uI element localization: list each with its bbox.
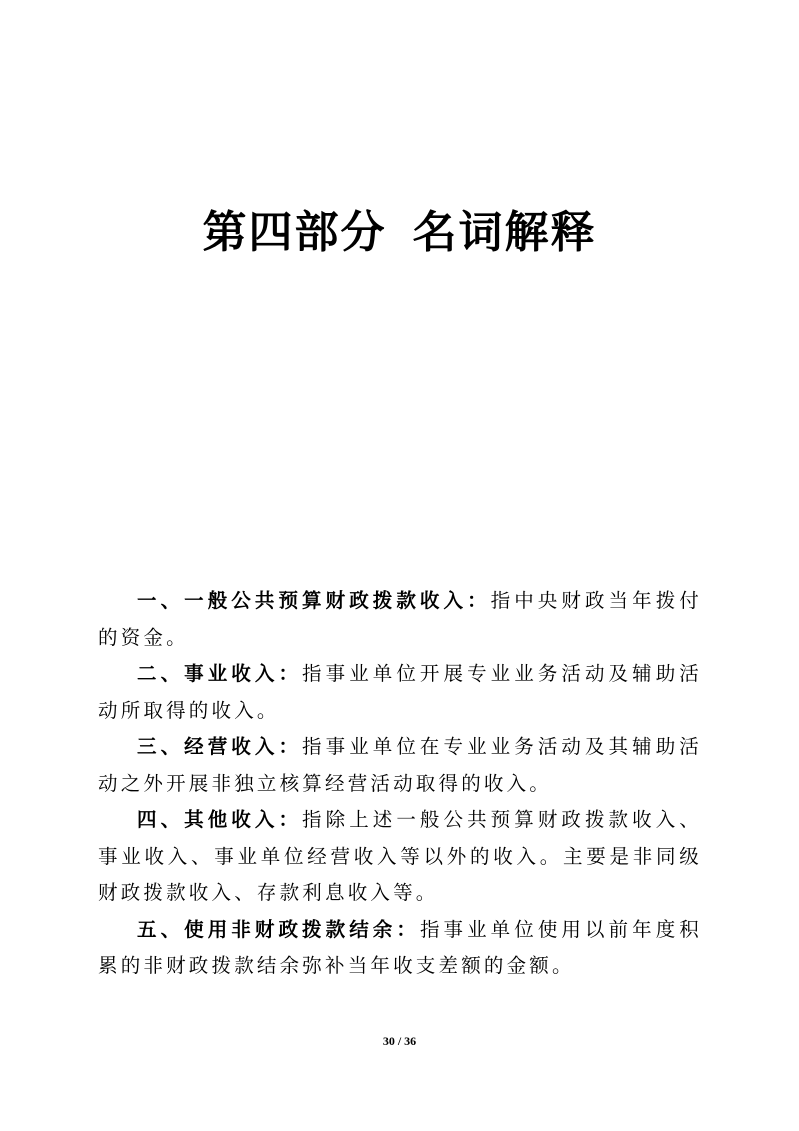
definition-text: 指事业单位在专业业务活动及其辅助活动之外开展非独立核算经营活动取得的收入。 (98, 735, 702, 795)
title-name: 名词解释 (412, 207, 597, 258)
definition-term: 二、事业收入： (137, 662, 303, 685)
definitions-list (98, 583, 702, 985)
definition-text: 指中央财政当年拨付的资金。 (98, 589, 702, 649)
definition-term: 一、一般公共预算财政拨款收入： (137, 589, 491, 612)
definition-item (98, 583, 702, 656)
definition-text: 指事业单位使用以前年度积累的非财政拨款结余弥补当年收支差额的金额。 (98, 917, 702, 977)
definition-text: 指事业单位开展专业业务活动及辅助活动所取得的收入。 (98, 662, 702, 722)
page-number: 30 / 36 (382, 1034, 417, 1048)
title-part: 第四部分 (202, 207, 387, 258)
definition-item (98, 802, 702, 912)
definition-term: 五、使用非财政拨款结余： (137, 917, 420, 941)
page-title (0, 196, 799, 260)
definition-term: 四、其他收入： (137, 808, 303, 831)
definition-item (98, 656, 702, 729)
definition-item (98, 912, 702, 985)
definition-term: 三、经营收入： (137, 735, 303, 758)
definition-text: 指除上述一般公共预算财政拨款收入、事业收入、事业单位经营收入等以外的收入。主要是非同级财政拨款收入、存款利息收入等。 (98, 808, 702, 904)
definition-item (98, 729, 702, 802)
